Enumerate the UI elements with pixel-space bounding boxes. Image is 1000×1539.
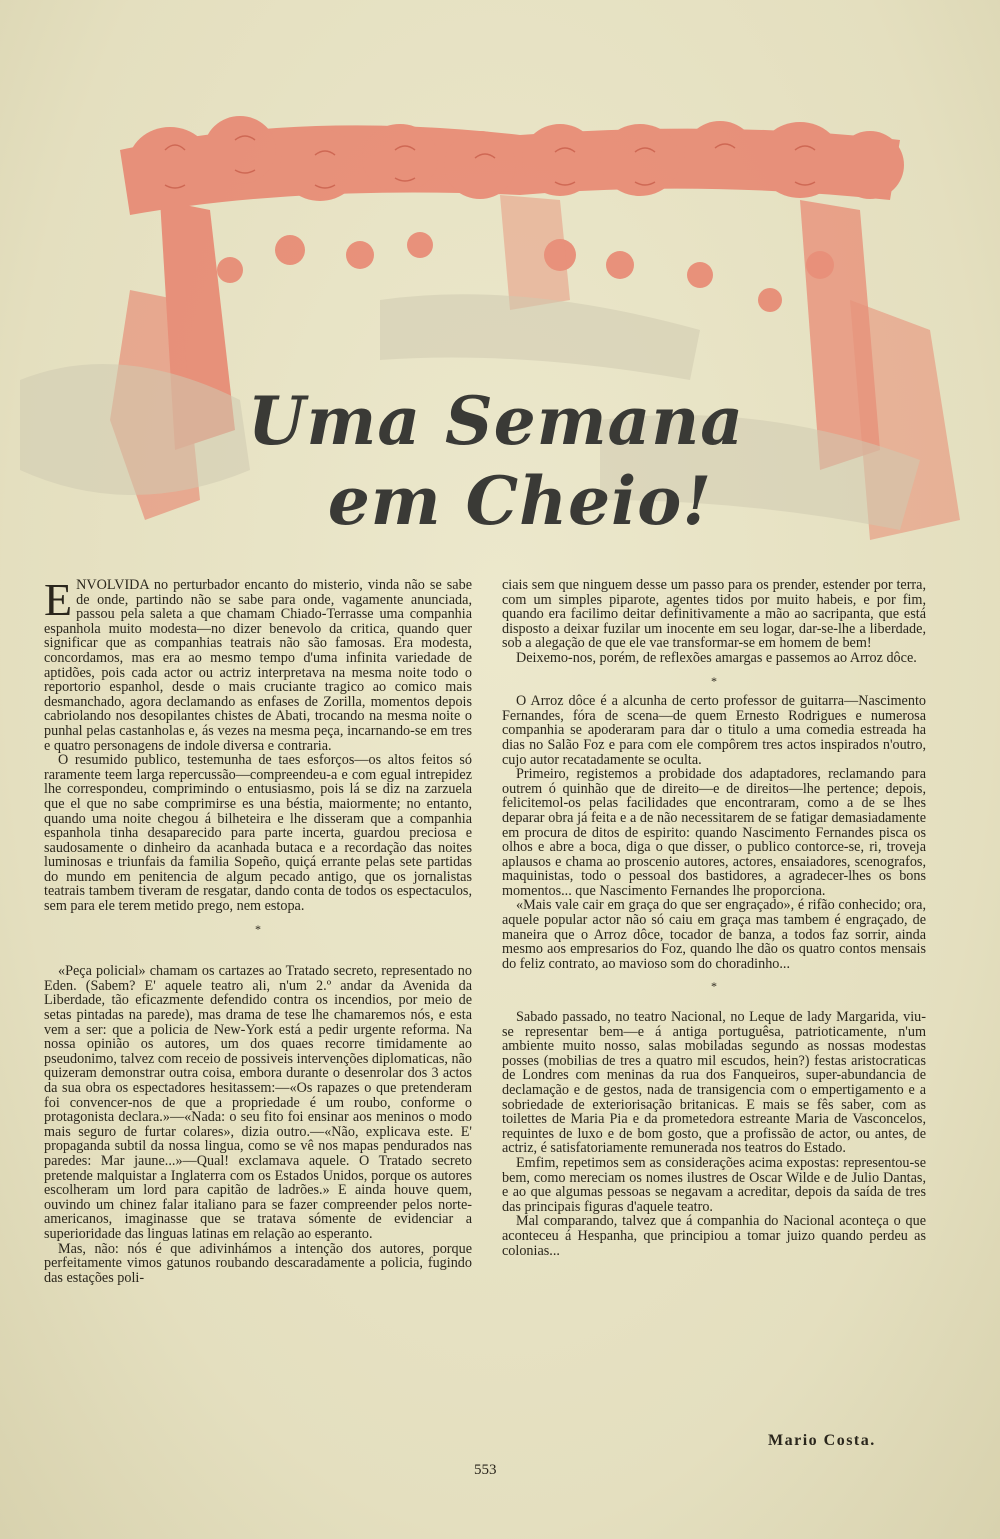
paragraph: O resumido publico, testemunha de taes esforços—os altos feitos só raramente teem larga repercussão—compreendeu-a e com egual intrepidez lhe correspondeu, comprimindo o entusiasmo, pois lá se diz na zarzuela que el que no sabe comprimirse es una béstia, maiormente; no entanto, quando uma noite chegou á bilheteira e lhe disseram que a companhia espanhola tinha desaparecido para parte incerta, guardou preciosa e saudosamente o dinheiro da acanhada butaca e a recordação das noites luminosas e triunfais da familia Sopeño, quiçá errante pelas sete partidas do mundo em penitencia de algum pecado antigo, que os jornalistas teatrais tambem tiveram de resgatar, dando conta de todos os espectaculos, sem para ele terem metido prego, nem estopa. [44,752,472,915]
paragraph: ciais sem que ninguem desse um passo para os prender, estender por terra, com um simples piparote, agentes tidos por muito habeis, e por fim, quando era facilimo deitar definitivamente a mão ao sacripanta, que está disposto a deixar fuzilar um inocente em seu logar, dar-se-lhe a liberdade, sob a alegação de que ele vae transformar-se em homem de bem! [502,577,926,652]
paragraph: Emfim, repetimos sem as considerações acima expostas: representou-se bem, como mereciam os nomes ilustres de Oscar Wilde e de Julio Dantas, e ao que algumas pessoas se negavam a acreditar, depois da saída de tres das principais figuras d'aquele teatro. [502,1154,926,1215]
paragraph: O Arroz dôce é a alcunha de certo professor de guitarra—Nascimento Fernandes, fóra de scena—de quem Ernesto Rodrigues e numerosa companhia se apoderaram para dar o titulo a uma comedia estreada ha dias no Salão Foz e para com ele compôrem tres actos inspirados n'outro, cujo autor recatadamente se oculta. [502,693,926,768]
paragraph: «Peça policial» chamam os cartazes ao Tratado secreto, representado no Eden. (Sabem? E' aquele teatro ali, n'um 2.º andar da Avenida da Liberdade, tão eficazmente defendido contra os incendios, por meio de setas pintadas na parede), mas drama de tese lhe chamaremos nós, e esta vem a ser: que a policia de New-York está a pedir urgente reforma. Na nossa opinião os autores, um dos quaes recorre timidamente ao pseudonimo, talvez com receio de possiveis intervenções diplomaticas, não quizeram demonstrar outra coisa, embora durante o desenrolar dos 3 actos da sua obra os espectadores hesitassem:—«Os rapazes o que pretenderam foi convencer-nos de que a propriedade é um roubo, conforme o protagonista declara.»—«Nada: o seu fito foi ensinar aos meninos o modo mais seguro de furtar colares», dizia outro.—«Não, explicava este. E' propaganda subtil da nossa lingua, como se vê nos mapas pendurados nas paredes: Mar jaune...»—Qual! exclamava aquele. O Tratado secreto pretende malquistar a Inglaterra com os Estados Unidos, porque os autores escolheram um lord para capitão de ladrões.» E ainda houve quem, ouvindo um chinez falar italiano para se fazer compreender pelos norte-americanos, imaginasse que se tratava sómente de evidenciar a superioridade das linguas latinas em relação ao esperanto. [44,963,472,1242]
article-title-line2: em Cheio! [327,462,713,540]
paragraph: Sabado passado, no teatro Nacional, no Leque de lady Margarida, viu-se representar bem—e á antiga portuguêsa, patrioticamente, n'um ambiente muito nosso, salas mobiladas segundo as nossas modestas posses (mobilias de tres a quatro mil escudos, hein?) festas aristocraticas de Londres com meninas da rua dos Fanqueiros, super-abundancia de declamação e de gestos, nada de transigencia com o empertigamento e a sobriedade de exteriorisação britanicas. E mais se fês saber, com as toilettes de Maria Pia e da prometedora estreante Maria de Vasconcelos, requintes de luxo e de bom gosto, que a profissão de actor, ou antes, de actriz, é satisfatoriamente remunerada nos teatros do Estado. [502,1009,926,1157]
paragraph: Deixemo-nos, porém, de reflexões amargas e passemos ao Arroz dôce. [516,649,917,666]
page-number: 553 [474,1462,497,1478]
author-signature: Mario Costa. [768,1432,876,1449]
paragraph: «Mais vale cair em graça do que ser engraçado», é rifão conhecido; ora, aquele popular actor não só caiu em graça mas tambem é engraçado, de maneira que o Arroz dôce, tocador de banza, a todos faz sorrir, ainda mesmo aos empresarios do Foz, quando lhe dão os quatro contos mensais do feliz contrato, ao mavioso som do choradinho... [502,897,926,972]
section-separator: * [711,979,717,994]
article-title-line1: Uma Semana [247,382,745,460]
article-column-right [502,578,926,1258]
article-column-left [44,574,472,1286]
paragraph: Mal comparando, talvez que á companhia do Nacional aconteça o que aconteceu á Hespanha, que principiou a tomar juizo quando perdeu as colonias... [502,1213,926,1259]
drop-cap: E [44,574,73,625]
paragraph: Mas, não: nós é que adivinhámos a intenção dos autores, porque perfeitamente vimos gatunos roubando descaradamente a policia, fugindo das estações poli- [44,1240,472,1286]
paragraph: Primeiro, registemos a probidade dos adaptadores, reclamando para outrem ó quinhão que de direito—e de direitos—lhe pertence; depois, felicitemol-os pelas facilidades que encontraram, como a de se lhes deparar obra já feita e a de não necessitarem de se fatigar demasiadamente em procura de ditos de espirito: quando Nascimento Fernandes pisca os olhos e abre a boca, diga o que disser, o publico contorce-se, ri, troveja aplausos e chama ao proscenio autores, actores, ensaiadores, scenografos, maquinistas, todo o pessoal dos bastidores, a agradecer-lhes os bons momentos... que Nascimento Fernandes lhe proporciona. [502,766,926,899]
paragraph: ENVOLVIDA no perturbador encanto do misterio, vinda não se sabe de onde, partindo não se sabe para onde, vagamente anunciada, passou pela saleta a que chamam Chiado-Terrasse uma companhia espanhola muito modesta—no dizer benevolo da critica, quando quer significar que as companhias teatrais não são famosas. Era modesta, concordamos, mas era ao mesmo tempo d'uma infinita variedade de aptidões, pois cada actor ou actriz interpretava na mesma noite todo o reportorio espanhol, desde o mais cruciante tragico ao comico mais desmanchado, agora declamando as enfases de Zorilla, momentos depois cabriolando nos desopilantes chistes de Abati, trocando na mesma noite o punhal pelas castanholas e, ás vezes na mesma peça, incarnando-se em tres e quatro personagens de indole diversa e contraria. [44,574,472,754]
section-separator: * [711,673,717,688]
section-separator: * [255,921,261,936]
